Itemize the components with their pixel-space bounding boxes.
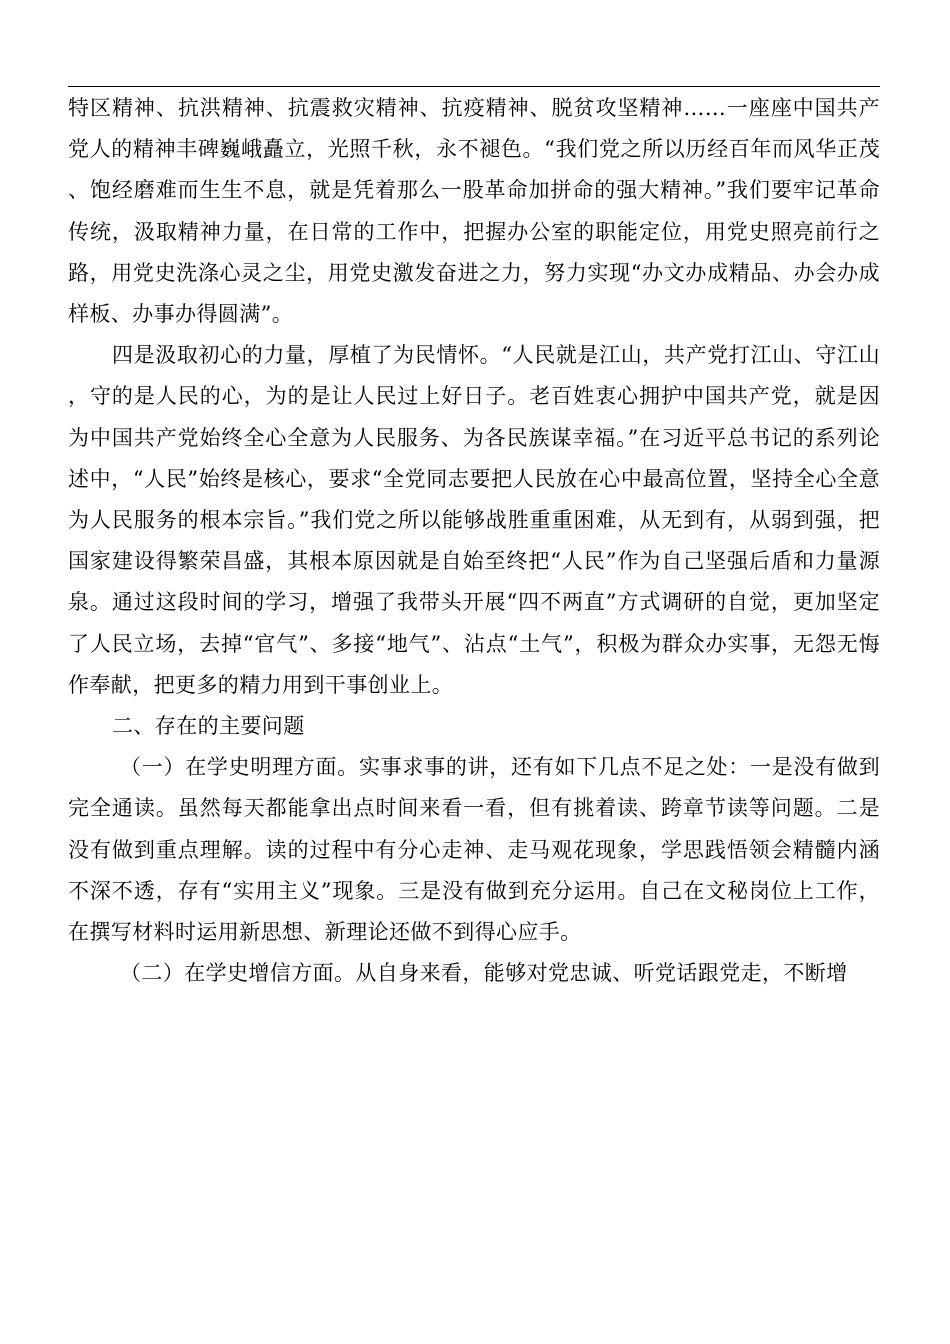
paragraph-point-four: 四是汲取初心的力量，厚植了为民情怀。“人民就是江山，共产党打江山、守江山，守的是人民的心，为的是让人民过上好日子。老百姓衷心拥护中国共产党，就是因为中国共产党始终全心全意为人民服务、为各民族谋幸福。”在习近平总书记的系列论述中，“人民”始终是核心，要求“全党同志要把人民放在心中最高位置，坚持全心全意为人民服务的根本宗旨。”我们党之所以能够战胜重重困难，从无到有，从弱到强，把国家建设得繁荣昌盛，其根本原因就是自始至终把“人民”作为自己坚强后盾和力量源泉。通过这段时间的学习，增强了我带头开展“四不两直”方式调研的自觉，更加坚定了人民立场，去掉“官气”、多接“地气”、沾点“土气”，积极为群众办实事，无怨无悔作奉献，把更多的精力用到干事创业上。 bbox=[68, 343, 880, 697]
header-rule bbox=[68, 86, 880, 87]
document-body bbox=[68, 88, 880, 994]
section-heading-main-problems: 二、存在的主要问题 bbox=[112, 714, 305, 739]
paragraph-problem-two: （二）在学史增信方面。从自身来看，能够对党忠诚、听党话跟党走，不断增 bbox=[120, 961, 848, 986]
paragraph-problem-one: （一）在学史明理方面。实事求事的讲，还有如下几点不足之处：一是没有做到完全通读。虽然每天都能拿出点时间来看一看，但有挑着读、跨章节读等问题。二是没有做到重点理解。读的过程中有分心走神、走马观花现象，学思践悟领会精髓内涵不深不透，存有“实用主义”现象。三是没有做到充分运用。自己在文秘岗位上工作，在撰写材料时运用新思想、新理论还做不到得心应手。 bbox=[68, 755, 880, 945]
paragraph-continuation: 特区精神、抗洪精神、抗震救灾精神、抗疫精神、脱贫攻坚精神……一座座中国共产党人的精神丰碑巍峨矗立，光照千秋，永不褪色。“我们党之所以历经百年而风华正茂、饱经磨难而生生不息，就是凭着那么一股革命加拼命的强大精神。”我们要牢记革命传统，汲取精神力量，在日常的工作中，把握办公室的职能定位，用党史照亮前行之路，用党史洗涤心灵之尘，用党史激发奋进之力，努力实现“办文办成精品、办会办成样板、办事办得圆满”。 bbox=[68, 96, 880, 327]
